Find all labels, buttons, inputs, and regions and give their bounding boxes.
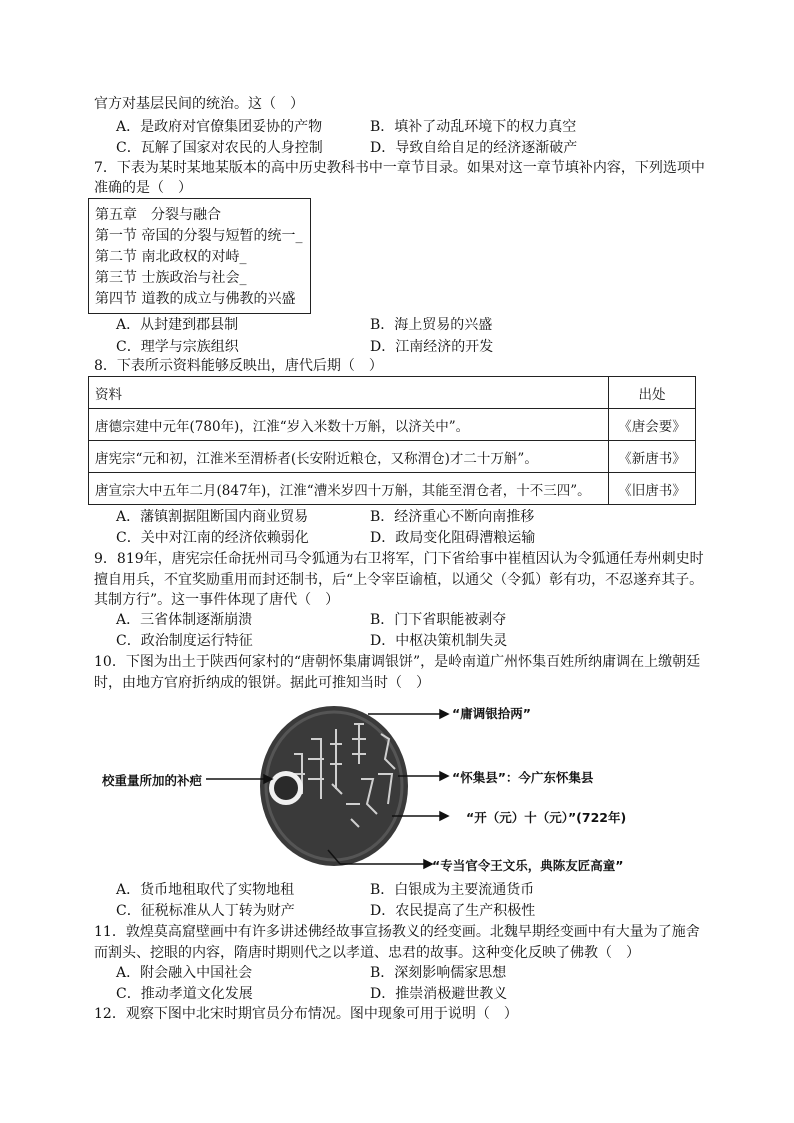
q10-option-c: C．征税标准从人丁转为财产 — [116, 903, 295, 919]
q7-option-c: C．理学与宗族组织 — [116, 339, 239, 355]
q9-option-b: B．门下省职能被剥夺 — [370, 612, 507, 628]
q10-stem-line1: 10．下图为出土于陕西何家村的“唐朝怀集庸调银饼”，是岭南道广州怀集百姓所纳庸调在上缴朝廷 — [94, 654, 701, 670]
toc-section-2: 第二节 南北政权的对峙_ — [95, 249, 247, 265]
q8-option-d: D．政局变化阻碍漕粮运输 — [370, 530, 536, 546]
q11-option-c: C．推动孝道文化发展 — [116, 986, 253, 1002]
q9-stem-line3: 其制方行”。这一事件体现了唐代（ ） — [94, 592, 340, 608]
q8-option-b: B．经济重心不断向南推移 — [370, 509, 535, 525]
silver-cake-image — [96, 704, 656, 874]
label-repair-patch: 校重量所加的补疤 — [102, 773, 203, 788]
q9-option-a: A．三省体制逐渐崩溃 — [116, 612, 253, 628]
q8-option-c: C．关中对江南的经济依赖弱化 — [116, 530, 309, 546]
table-cell-material: 唐德宗建中元年(780年)，江淮“岁入米数十万斛，以济关中”。 — [89, 409, 609, 441]
q7-stem-line2: 准确的是（ ） — [94, 180, 192, 196]
table-header-source: 出处 — [609, 377, 696, 409]
label-officials: “专当官令王文乐，典陈友匠高童” — [432, 858, 624, 873]
toc-section-1: 第一节 帝国的分裂与短暂的统一_ — [95, 228, 303, 244]
toc-section-4: 第四节 道教的成立与佛教的兴盛 — [95, 291, 296, 307]
q6-stem: 官方对基层民间的统治。这（ ） — [94, 96, 304, 112]
q10-option-d: D．农民提高了生产积极性 — [370, 903, 536, 919]
q11-option-a: A．附会融入中国社会 — [116, 965, 253, 981]
table-cell-source: 《唐会要》 — [609, 409, 696, 441]
table-row — [89, 409, 696, 441]
q9-option-c: C．政治制度运行特征 — [116, 633, 253, 649]
silver-cake-figure — [96, 704, 656, 874]
toc-chapter-title: 第五章 分裂与融合 — [95, 207, 221, 223]
table-cell-source: 《旧唐书》 — [609, 473, 696, 505]
q10-option-b: B．白银成为主要流通货币 — [370, 882, 535, 898]
q7-option-d: D．江南经济的开发 — [370, 339, 494, 355]
q11-option-d: D．推崇消极避世教义 — [370, 986, 508, 1002]
q7-option-b: B．海上贸易的兴盛 — [370, 317, 493, 333]
q11-stem-line2: 而割头、挖眼的内容，隋唐时期则代之以孝道、忠君的故事。这种变化反映了佛教（ ） — [94, 945, 640, 961]
q6-option-a: A．是政府对官僚集团妥协的产物 — [116, 119, 323, 135]
q7-stem-line1: 7．下表为某时某地某版本的高中历史教科书中一章节目录。如果对这一章节填补内容，下列选项中 — [94, 160, 705, 176]
q8-stem: 8．下表所示资料能够反映出，唐代后期（ ） — [94, 358, 383, 374]
q6-option-d: D．导致自给自足的经济逐渐破产 — [370, 140, 578, 156]
q11-stem-line1: 11．敦煌莫高窟壁画中有许多讲述佛经故事宣扬教义的经变画。北魏早期经变画中有大量为了施舍 — [94, 924, 700, 940]
table-header-material: 资料 — [89, 377, 609, 409]
label-tribute-weight: “庸调银拾两” — [452, 706, 531, 721]
q10-stem-line2: 时，由地方官府折纳成的银饼。据此可推知当时（ ） — [94, 675, 430, 691]
q9-stem-line1: 9．819年，唐宪宗任命抚州司马令狐通为右卫将军，门下省给事中崔植因认为令狐通任寿州刺史时 — [94, 551, 704, 567]
chapter-toc-box — [88, 198, 311, 314]
q9-option-d: D．中枢决策机制失灵 — [370, 633, 508, 649]
q10-option-a: A．货币地租取代了实物地租 — [116, 882, 295, 898]
q11-option-b: B．深刻影响儒家思想 — [370, 965, 507, 981]
q8-option-a: A．藩镇割据阻断国内商业贸易 — [116, 509, 309, 525]
label-huaiji-county: “怀集县”：今广东怀集县 — [452, 770, 594, 785]
q7-option-a: A．从封建到郡县制 — [116, 317, 239, 333]
q9-stem-line2: 擅自用兵，不宜奖励重用而封还制书，后“上令宰臣谕植，以通父（令狐）彰有功，不忍遂弃其子。 — [94, 572, 704, 588]
sources-table — [88, 376, 696, 505]
q6-option-b: B．填补了动乱环境下的权力真空 — [370, 119, 577, 135]
table-cell-source: 《新唐书》 — [609, 441, 696, 473]
table-row — [89, 473, 696, 505]
toc-section-3: 第三节 士族政治与社会_ — [95, 270, 247, 286]
label-kaiyuan-year: “开（元）十（元）”(722年) — [466, 810, 627, 825]
table-cell-material: 唐宪宗“元和初，江淮米至渭桥者(长安附近粮仓，又称渭仓)才二十万斛”。 — [89, 441, 609, 473]
table-header-row — [89, 377, 696, 409]
table-row — [89, 441, 696, 473]
table-cell-material: 唐宣宗大中五年二月(847年)，江淮“漕米岁四十万斛，其能至渭仓者，十不三四”。 — [89, 473, 609, 505]
q12-stem: 12．观察下图中北宋时期官员分布情况。图中现象可用于说明（ ） — [94, 1006, 518, 1022]
q6-option-c: C．瓦解了国家对农民的人身控制 — [116, 140, 323, 156]
